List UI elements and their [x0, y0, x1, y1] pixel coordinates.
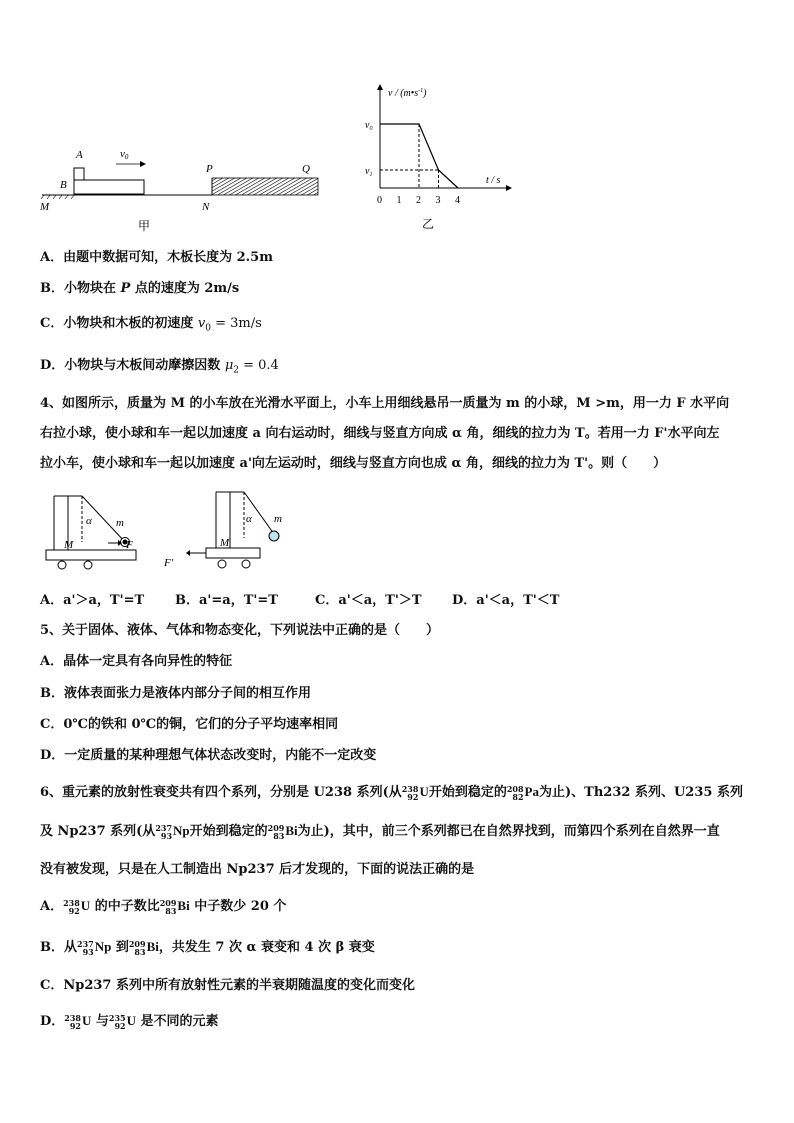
- label-n: N: [202, 201, 210, 213]
- plank: [74, 180, 144, 194]
- caption-jia: 甲: [138, 219, 151, 233]
- label-a: A: [76, 149, 83, 161]
- y-tick-v0: $v_0$: [365, 120, 373, 132]
- svg-text:m: m: [116, 517, 124, 529]
- rough-surface: [212, 178, 318, 195]
- q5-option-c: C．0℃的铁和 0℃的铜，它们的分子平均速率相同: [40, 717, 339, 732]
- x-tick-label: 2: [416, 195, 421, 206]
- q3-option-d: D．小物块与木板间动摩擦因数 $\mu_2 = 0.4$: [40, 358, 279, 376]
- svg-text:F': F': [164, 557, 174, 569]
- svg-text:α: α: [86, 515, 92, 527]
- caption-yi: 乙: [422, 217, 435, 231]
- q4-stem-line2: 右拉小球，使小球和车一起以加速度 a 向右运动时，细线与竖直方向成 α 角，细线的拉力为 T。若用一力 F'水平向左: [40, 426, 720, 441]
- y-tick-v1: $v_1$: [365, 166, 373, 178]
- x-axis-label: t / s: [486, 175, 501, 186]
- x-tick-label: 4: [455, 195, 460, 206]
- q4-option-a: A．a'＞a，T'=T: [40, 593, 145, 608]
- q4-option-c: C．a'＜a，T'＞T: [315, 593, 422, 608]
- q6-option-b: B．从 237 93 Np 到 209 83 Bi，共发生 7 次 α 衰变和 4 次 β 衰变: [40, 938, 375, 957]
- q6-stem-line2: 及 Np237 系列(从 237 93 Np开始到稳定的 209 83 Bi为止)，其中，前三个系列都已在自然界找到，而第四个系列在自然界一直: [40, 822, 720, 841]
- q3-option-a: A．由题中数据可知，木板长度为 2.5m: [40, 250, 273, 265]
- q3-option-c: C．小物块和木板的初速度 $v_0 = 3m/s$: [40, 316, 262, 334]
- label-v0: v0: [120, 148, 129, 161]
- figure-q4-left: [40, 488, 160, 578]
- q5-option-b: B．液体表面张力是液体内部分子间的相互作用: [40, 686, 311, 701]
- q6-stem-line1: 6、重元素的放射性衰变共有四个系列，分别是 U238 系列(从 238 92 U开始到稳定的 208 82 Pa为止)、Th232 系列、U235 系列: [40, 783, 743, 802]
- label-b: B: [60, 179, 67, 191]
- svg-text:m: m: [274, 513, 282, 525]
- q5-option-d: D．一定质量的某种理想气体状态改变时，内能不一定改变: [40, 748, 377, 763]
- label-m: M: [40, 201, 50, 213]
- svg-text:M: M: [64, 539, 74, 551]
- q4-option-d: D．a'＜a，T'＜T: [452, 593, 560, 608]
- x-tick-label: 0: [377, 195, 382, 206]
- q6-stem-line3: 没有被发现，只是在人工制造出 Np237 后才发现的，下面的说法正确的是: [40, 862, 475, 877]
- q5-stem: 5、关于固体、液体、气体和物态变化，下列说法中正确的是（ ）: [40, 623, 440, 638]
- q4-stem-line3: 拉小车，使小球和车一起以加速度 a'向左运动时，细线与竖直方向也成 α 角，细线的拉力为 T'。则（ ）: [40, 456, 667, 471]
- y-axis-label: v / $(m•s^{-1})$: [388, 88, 427, 99]
- label-q: Q: [302, 163, 310, 175]
- label-p: P: [206, 163, 213, 175]
- q3-option-b: B．小物块在 P 点的速度为 2m/s: [40, 281, 240, 296]
- block-a: [74, 168, 84, 180]
- svg-text:α: α: [246, 513, 252, 525]
- q5-option-a: A．晶体一定具有各向异性的特征: [40, 654, 233, 669]
- figure-q4-right: [160, 488, 300, 578]
- figure-yi: [358, 82, 518, 240]
- svg-text:M: M: [220, 537, 230, 549]
- x-tick-label: 1: [396, 195, 402, 206]
- x-tick-label: 3: [435, 195, 441, 206]
- q4-stem-line1: 4、如图所示，质量为 M 的小车放在光滑水平面上，小车上用细线悬吊一质量为 m 的小球，M >m，用一力 F 水平向: [40, 396, 730, 411]
- svg-text:F: F: [126, 539, 133, 551]
- q6-option-d: D． 238 92 U 与 235 92 U 是不同的元素: [40, 1012, 219, 1031]
- figure-jia: [36, 140, 336, 240]
- q4-option-b: B．a'=a，T'=T: [175, 593, 278, 608]
- q6-option-c: C．Np237 系列中所有放射性元素的半衰期随温度的变化而变化: [40, 978, 415, 993]
- q6-option-a: A． 238 92 U 的中子数比 209 83 Bi 中子数少 20 个: [40, 897, 287, 916]
